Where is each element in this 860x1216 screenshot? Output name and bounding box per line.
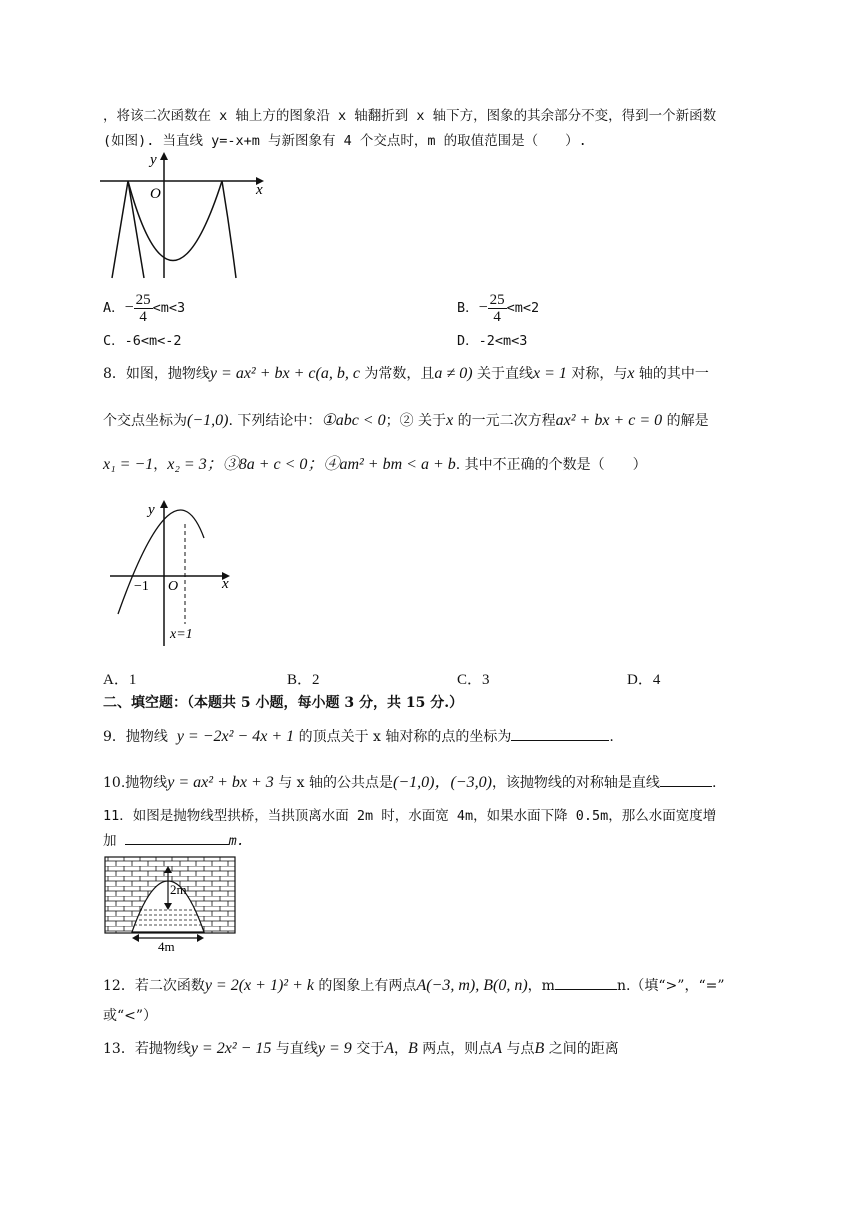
q10-b: 与 x 轴的公共点是: [273, 775, 394, 791]
q7-option-b-fraction: [488, 292, 507, 325]
q8-y-arrow: [160, 500, 168, 508]
q8-condition: a ≠ 0): [434, 365, 473, 382]
q11-line2-a: 加: [103, 833, 117, 849]
q8-graph: [104, 496, 244, 646]
q7-option-a-den: 4: [139, 308, 147, 325]
q8-root-1: x₁ = −1: [103, 456, 154, 473]
q8-equation: y = ax² + bx + c(a, b, c: [209, 365, 360, 382]
q8-line1-e: 轴的其中一: [634, 366, 709, 382]
q7-right-branch: [222, 181, 236, 278]
q13-g: 之间的距离: [544, 1041, 619, 1057]
q8-y-label: y: [148, 502, 155, 518]
q7-x-label: x: [256, 182, 263, 198]
q11-width-label: 4m: [158, 939, 175, 952]
q7-origin-label: O: [150, 186, 161, 202]
q8-neg-one-label: −1: [134, 579, 149, 594]
q12-d: n.（填“>”，“=”: [616, 978, 725, 994]
q11-line2-b: m.: [228, 833, 245, 849]
q7-option-b-letter: B．: [457, 300, 479, 316]
q7-option-a-num: 25: [135, 291, 151, 308]
q9-a: 9．抛物线: [103, 729, 168, 745]
q13-point-b: B: [408, 1040, 418, 1057]
q7-option-b-num: 25: [489, 291, 505, 308]
q8-conclusion-1: ①abc < 0: [321, 412, 386, 429]
q8-line2-e: 的解是: [662, 413, 709, 429]
q11-width-arrow-left: [132, 934, 139, 942]
q13-e: 两点，则点: [417, 1041, 493, 1057]
q8-root-2: x₂ = 3: [167, 456, 207, 473]
q13-point-b-2: B: [534, 1040, 545, 1057]
q8-line1-c: 关于直线: [472, 366, 533, 382]
q11-bridge-figure: [104, 856, 236, 952]
q10-end: .: [711, 775, 717, 791]
q10-answer-blank[interactable]: [660, 772, 712, 787]
q10-a: 10.抛物线: [103, 775, 168, 791]
q12-a: 12．若二次函数: [103, 978, 205, 994]
q7-option-b: [457, 288, 539, 328]
q11-answer-blank[interactable]: [125, 830, 229, 845]
q12-answer-blank[interactable]: [555, 975, 617, 990]
q8-origin-label: O: [168, 579, 179, 594]
q12-line1: [103, 975, 725, 996]
q8-option-c: C．3: [457, 672, 490, 688]
q8-point: (−1,0): [187, 412, 229, 429]
q13-b: 与直线: [271, 1041, 318, 1057]
q8-line2-b: . 下列结论中：: [228, 413, 322, 429]
q8-line3: [103, 455, 647, 475]
q9-equation: y = −2x² − 4x + 1: [176, 728, 295, 745]
q7-middle-curve: [128, 181, 222, 261]
q13-line-eq: y = 9: [317, 1040, 352, 1057]
q8-option-d: D．4: [627, 672, 661, 688]
q13-point-a: A: [384, 1040, 395, 1057]
q13: [103, 1039, 619, 1059]
q7-option-a-tail: <m<3: [152, 300, 186, 316]
q8-x-var-2: x: [446, 412, 454, 429]
q13-f: 与点: [502, 1041, 535, 1057]
q11-height-label: 2m: [170, 882, 187, 897]
q7-left-branch: [112, 181, 144, 278]
q7-option-b-tail: <m<2: [506, 300, 540, 316]
q8-option-b: B．2: [287, 672, 320, 688]
q13-c: 交于: [351, 1041, 385, 1057]
q9-end: .: [609, 729, 614, 745]
q13-d: ，: [394, 1041, 409, 1057]
q8-parabola: [118, 510, 204, 614]
q8-axis-label: x=1: [170, 627, 193, 642]
q8-line2-c: ；② 关于: [385, 413, 447, 429]
q8-conclusion-3: ；③8a + c < 0: [206, 456, 308, 473]
q10-points: (−1,0)，(−3,0): [393, 774, 492, 791]
q8-x-label: x: [222, 576, 229, 592]
q13-a: 13．若抛物线: [103, 1041, 191, 1057]
q7-y-label: y: [150, 152, 157, 168]
q7-option-a-letter: A．: [103, 300, 125, 316]
q7-graph: [98, 150, 278, 282]
q7-option-a-fraction: [134, 292, 153, 325]
q12-line2: 或“<”）: [103, 1008, 158, 1024]
q8-quadratic: ax² + bx + c = 0: [555, 412, 663, 429]
q11-line2: [103, 830, 245, 851]
q10-equation: y = ax² + bx + 3: [167, 774, 274, 791]
q7-option-a-minus: −: [124, 299, 134, 316]
q10: [103, 772, 716, 793]
section-heading: 二、填空题：（本题共 5 小题，每小题 3 分，共 15 分.）: [103, 695, 464, 711]
q8-line1-a: 8．如图，抛物线: [103, 366, 210, 382]
q7-line1: ，将该二次函数在 x 轴上方的图象沿 x 轴翻折到 x 轴下方，图象的其余部分不变，得到一个新函数: [103, 108, 717, 124]
q8-x-var: x: [627, 365, 635, 382]
q8-option-a: A．1: [103, 672, 137, 688]
q8-line2: [103, 411, 709, 431]
q7-option-c: C．-6<m<-2: [103, 333, 182, 349]
q10-c: ，该抛物线的对称轴是直线: [491, 775, 660, 791]
q7-line2: (如图). 当直线 y=-x+m 与新图象有 4 个交点时，m 的取值范围是（ ）.: [103, 133, 587, 149]
q13-equation: y = 2x² − 15: [190, 1040, 272, 1057]
q8-line2-a: 个交点坐标为: [103, 413, 187, 429]
q11-line1: 11．如图是抛物线型拱桥，当拱顶离水面 2m 时，水面宽 4m，如果水面下降 0.5m，那么水面宽度增: [103, 808, 717, 824]
q7-option-b-den: 4: [493, 308, 501, 325]
q7-y-arrow: [160, 152, 168, 160]
q12-b: 的图象上有两点: [313, 978, 417, 994]
q12-equation: y = 2(x + 1)² + k: [204, 977, 314, 994]
q8-line3-f: . 其中不正确的个数是（ ）: [455, 457, 647, 473]
q8-line1: [103, 364, 709, 384]
q8-conclusion-4: ；④am² + bm < a + b: [307, 456, 456, 473]
q8-line1-b: 为常数，且: [359, 366, 435, 382]
q8-line1-d: 对称，与: [566, 366, 628, 382]
q9-b: 的顶点关于 x 轴对称的点的坐标为: [294, 729, 512, 745]
q7-option-a: [103, 288, 185, 328]
q11-width-arrow-right: [197, 934, 204, 942]
q7-option-b-minus: −: [478, 299, 488, 316]
q9-answer-blank[interactable]: [511, 726, 609, 741]
q9: [103, 726, 614, 747]
q12-c: ，m: [527, 978, 555, 994]
q8-line2-d: 的一元二次方程: [453, 413, 556, 429]
q8-line3-b: ，: [153, 457, 168, 473]
q12-points: A(−3, m), B(0, n): [416, 977, 528, 994]
q7-option-d: D．-2<m<3: [457, 333, 528, 349]
q8-axis-eq: x = 1: [532, 365, 567, 382]
q13-point-a-2: A: [492, 1040, 503, 1057]
